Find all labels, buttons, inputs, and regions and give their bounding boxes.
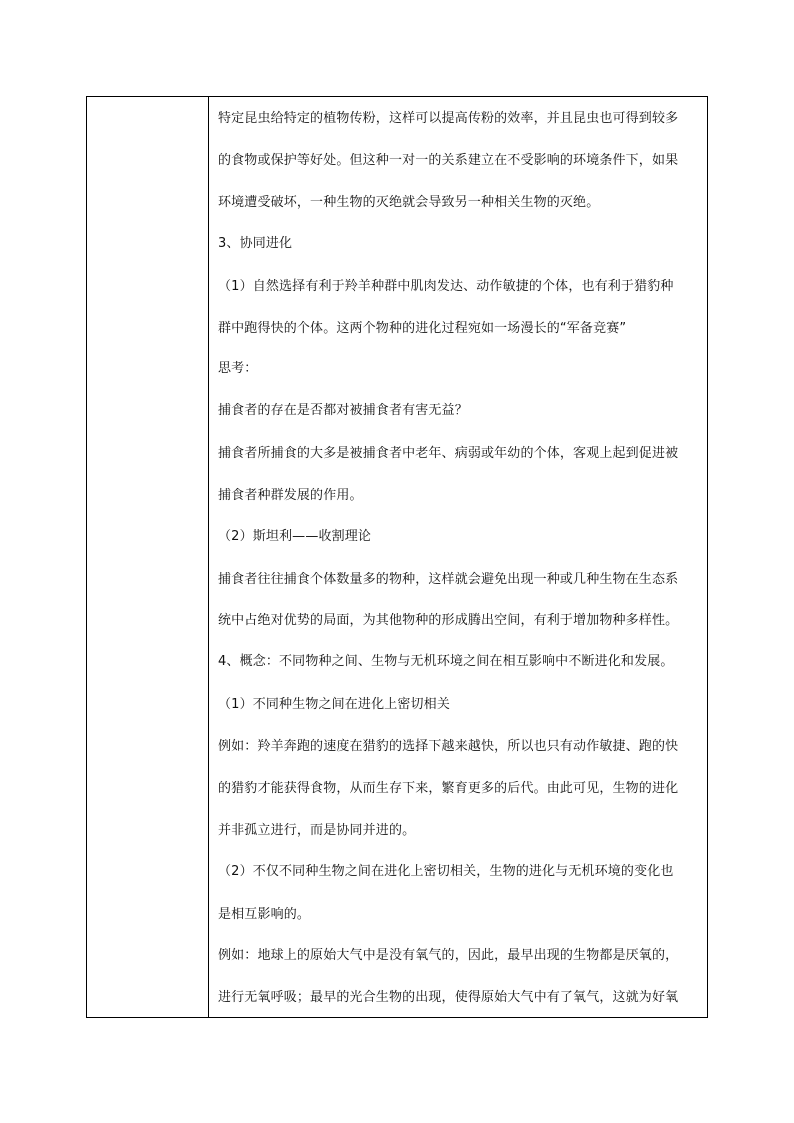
- text-line: （1）自然选择有利于羚羊种群中肌肉发达、动作敏捷的个体，也有利于猎豹种: [218, 279, 674, 294]
- text-line: （2）斯坦利——收割理论: [218, 529, 372, 544]
- text-line: 统中占绝对优势的局面，为其他物种的形成腾出空间，有利于增加物种多样性。: [218, 613, 679, 628]
- text-line: 环境遭受破坏，一种生物的灭绝就会导致另一种相关生物的灭绝。: [218, 195, 600, 210]
- text-line: 思考：: [218, 361, 258, 376]
- text-line: （1）不同种生物之间在进化上密切相关: [218, 697, 450, 712]
- text-line: 捕食者所捕食的大多是被捕食者中老年、病弱或年幼的个体，客观上起到促进被: [218, 446, 679, 461]
- section-heading: 3、协同进化: [218, 236, 293, 251]
- content-table: [86, 96, 708, 1018]
- text-line: 并非孤立进行，而是协同并进的。: [218, 823, 416, 838]
- section-heading: 4、概念：不同物种之间、生物与无机环境之间在相互影响中不断进化和发展。: [218, 654, 674, 669]
- text-line: 的食物或保护等好处。但这种一对一的关系建立在不受影响的环境条件下，如果: [218, 153, 679, 168]
- text-line: 例如：地球上的原始大气中是没有氧气的，因此，最早出现的生物都是厌氧的，: [218, 948, 679, 963]
- text-line: 群中跑得快的个体。这两个物种的进化过程宛如一场漫长的“军备竞赛”: [218, 321, 627, 336]
- right-column-cell: [209, 97, 707, 1017]
- text-line: 捕食者种群发展的作用。: [218, 488, 363, 503]
- text-line: 例如：羚羊奔跑的速度在猎豹的选择下越来越快，所以也只有动作敏捷、跑的快: [218, 739, 679, 754]
- left-column-cell: [87, 97, 209, 1017]
- text-line: 的猎豹才能获得食物，从而生存下来，繁育更多的后代。由此可见，生物的进化: [218, 781, 679, 796]
- text-line: 进行无氧呼吸；最早的光合生物的出现，使得原始大气中有了氧气，这就为好氧: [218, 990, 679, 1005]
- question-line: 捕食者的存在是否都对被捕食者有害无益？: [218, 403, 468, 418]
- text-line: 捕食者往往捕食个体数量多的物种，这样就会避免出现一种或几种生物在生态系: [218, 572, 679, 587]
- text-line: （2）不仅不同种生物之间在进化上密切相关，生物的进化与无机环境的变化也: [218, 864, 674, 879]
- text-line: 是相互影响的。: [218, 907, 311, 922]
- text-line: 特定昆虫给特定的植物传粉，这样可以提高传粉的效率，并且昆虫也可得到较多: [218, 111, 679, 126]
